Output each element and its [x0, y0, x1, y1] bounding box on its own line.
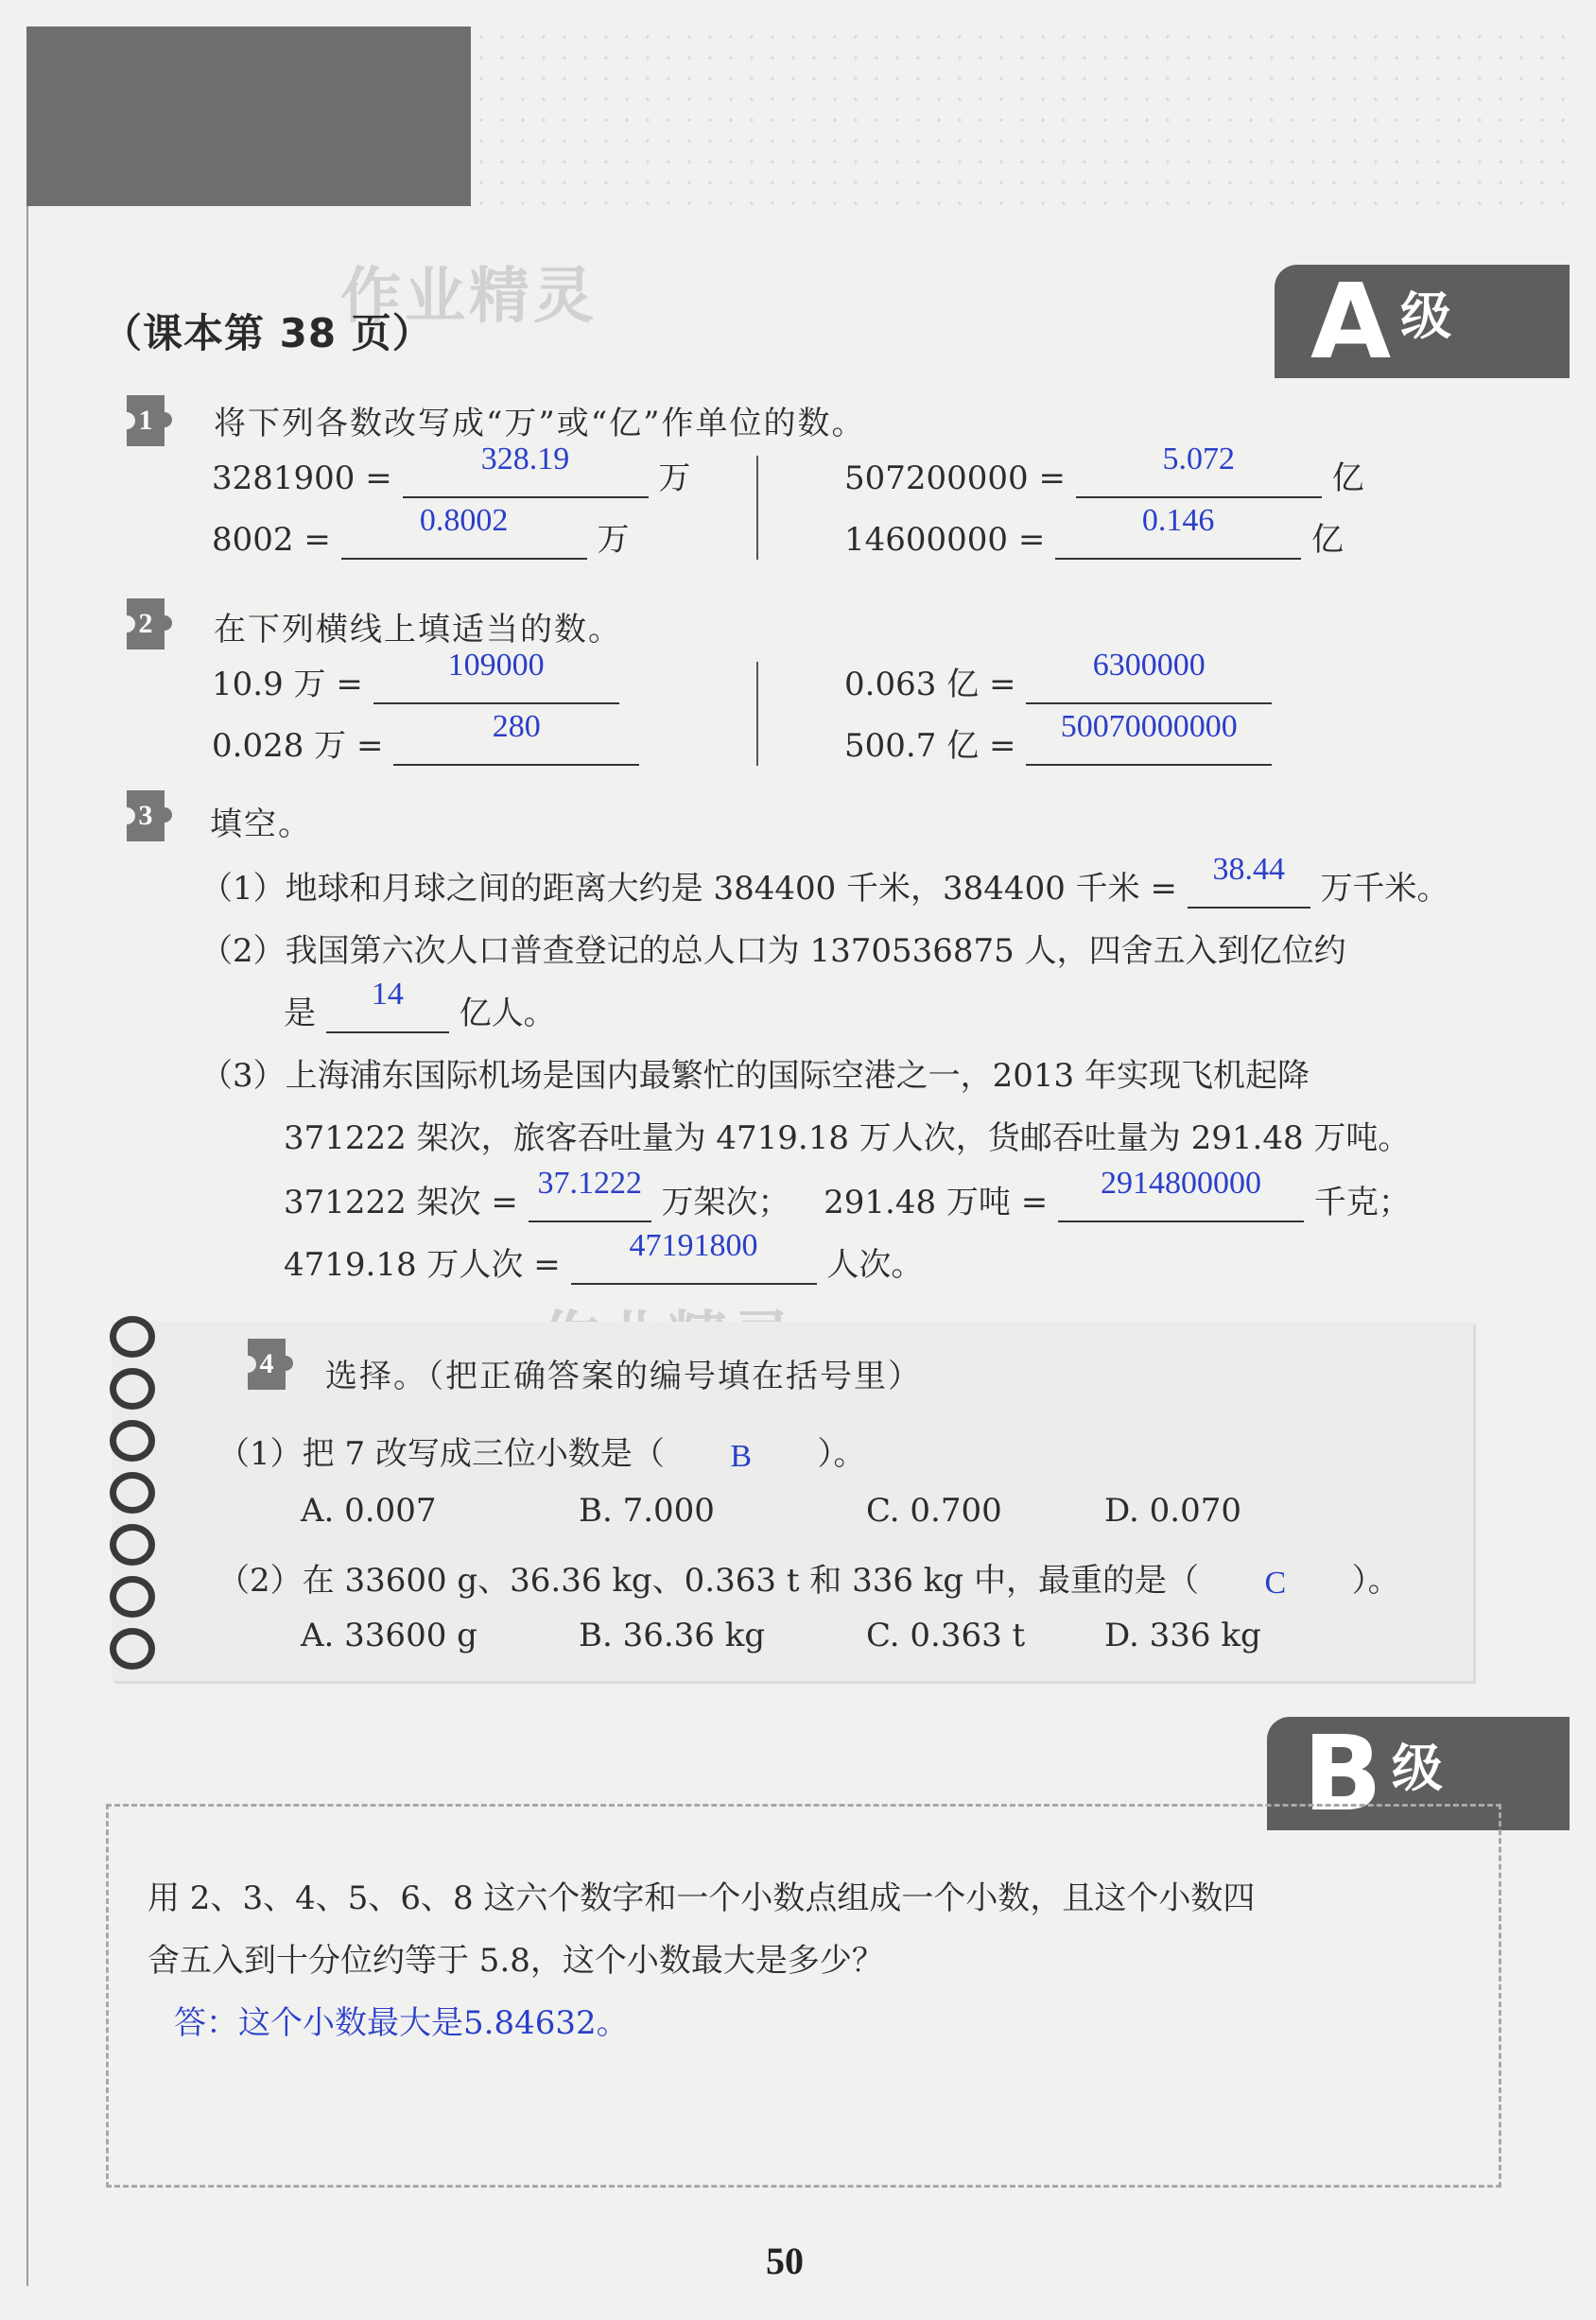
answer-blank	[1188, 852, 1310, 909]
answer-blank	[571, 1228, 817, 1285]
part-unit: 亿人。	[459, 995, 556, 1032]
lesson-title: （课本第 38 页）	[102, 310, 433, 356]
answer-blank	[403, 441, 649, 498]
question-title: 在下列横线上填适当的数。	[214, 611, 622, 649]
level-letter: A	[1310, 261, 1392, 382]
option: A. 0.007	[301, 1492, 437, 1530]
q2-row	[212, 709, 639, 766]
column-divider	[756, 456, 758, 560]
q4-sub2	[217, 1554, 1400, 1601]
part-unit: 万千米。	[1320, 870, 1449, 908]
answer-text: 14	[371, 977, 404, 1012]
watermark: 作业精灵	[340, 262, 598, 332]
row-unit: 亿	[1310, 521, 1344, 559]
option: D. 336 kg	[1104, 1617, 1261, 1654]
answer-blank	[529, 1166, 651, 1222]
sub-close: ）。	[817, 1435, 866, 1473]
question-number: 1	[138, 405, 153, 436]
part-unit: 千克；	[1313, 1184, 1411, 1221]
answer-text: 280	[492, 709, 541, 744]
answer-blank	[1058, 1166, 1304, 1222]
level-suffix: 级	[1391, 1738, 1443, 1798]
q4-sub1-options	[301, 1492, 1341, 1530]
level-a-tab	[1275, 261, 1570, 382]
answer-text: 38.44	[1212, 852, 1285, 887]
problem-answer: 答：这个小数最大是5.84632。	[174, 2004, 629, 2042]
option: A. 33600 g	[301, 1617, 477, 1654]
answer-blank	[393, 709, 639, 766]
q3-part3-line1: （3）上海浦东国际机场是国内最繁忙的国际空港之一，2013 年实现飞机起降	[200, 1057, 1310, 1095]
problem-line1: 用 2、3、4、5、6、8 这六个数字和一个小数点组成一个小数，且这个小数四	[147, 1879, 1256, 1917]
q3-part1	[200, 852, 1449, 909]
row-left: 14600000 =	[844, 521, 1046, 559]
puzzle-piece-icon	[227, 1331, 304, 1397]
part-prefix: 是	[284, 995, 316, 1032]
q1-row	[212, 441, 691, 498]
part-unit: 人次。	[826, 1246, 924, 1284]
row-unit: 万	[658, 459, 691, 497]
column-divider	[756, 662, 758, 766]
answer-blank	[1026, 648, 1272, 704]
spiral-binding	[106, 1316, 153, 1675]
part-left: 371222 架次 =	[284, 1184, 518, 1221]
question-title: 选择。（把正确答案的编号填在括号里）	[325, 1358, 922, 1395]
q1-row	[212, 503, 630, 560]
answer-text: 50070000000	[1060, 709, 1238, 744]
question-number: 4	[259, 1348, 274, 1379]
answer-text: 0.146	[1141, 503, 1215, 538]
row-left: 507200000 =	[844, 459, 1066, 497]
row-left: 8002 =	[212, 521, 331, 559]
option: C. 0.700	[866, 1492, 1002, 1530]
option: D. 0.070	[1104, 1492, 1241, 1530]
puzzle-piece-icon	[106, 783, 183, 849]
puzzle-piece-icon	[106, 388, 183, 454]
answer-text: B	[730, 1439, 753, 1474]
row-unit: 万	[597, 521, 630, 559]
sub-close: ）。	[1351, 1562, 1400, 1600]
header-band	[26, 26, 471, 206]
answer-text: 2914800000	[1101, 1166, 1262, 1201]
question-number: 2	[138, 608, 153, 639]
q3-part2-line2	[284, 977, 556, 1033]
problem-line2: 舍五入到十分位约等于 5.8，这个小数最大是多少？	[147, 1942, 884, 1980]
row-left: 0.028 万 =	[212, 727, 384, 765]
q2-row	[844, 709, 1272, 766]
q1-row	[844, 441, 1364, 498]
answer-blank	[341, 503, 587, 560]
option: B. 7.000	[579, 1492, 715, 1530]
row-unit: 亿	[1331, 459, 1364, 497]
q2-row	[844, 648, 1272, 704]
answer-text: 6300000	[1092, 648, 1206, 683]
part-left: 291.48 万吨 =	[824, 1184, 1049, 1221]
row-left: 3281900 =	[212, 459, 392, 497]
level-letter: B	[1303, 1713, 1382, 1834]
header-dot-pattern	[471, 26, 1568, 206]
page-number: 50	[766, 2240, 804, 2282]
q3-part3-line2: 371222 架次，旅客吞吐量为 4719.18 万人次，货邮吞吐量为 291.48 万吨。	[284, 1119, 1411, 1157]
q3-part3-line4	[284, 1228, 924, 1285]
problem-box	[106, 1804, 1501, 2188]
row-left: 0.063 亿 =	[844, 666, 1016, 703]
answer-text: 0.8002	[419, 503, 509, 538]
q4-sub2-options	[301, 1617, 1341, 1654]
question-title: 填空。	[210, 805, 312, 843]
answer-blank	[1026, 709, 1272, 766]
answer-text: C	[1264, 1566, 1287, 1601]
margin-line	[26, 206, 28, 2286]
q2-row	[212, 648, 619, 704]
sub-text: （2）在 33600 g、36.36 kg、0.363 t 和 336 kg 中，最重的是（	[217, 1562, 1199, 1600]
level-suffix: 级	[1400, 286, 1452, 346]
option: C. 0.363 t	[866, 1617, 1026, 1654]
answer-text: 37.1222	[537, 1166, 642, 1201]
q4-sub1	[217, 1428, 866, 1474]
question-title: 将下列各数改写成“万”或“亿”作单位的数。	[214, 405, 866, 442]
q1-row	[844, 503, 1344, 560]
question-number: 3	[138, 800, 153, 831]
part-unit: 万架次；	[661, 1184, 790, 1221]
answer-text: 5.072	[1162, 441, 1236, 476]
q3-part2-line1: （2）我国第六次人口普查登记的总人口为 1370536875 人，四舍五入到亿位约	[200, 932, 1346, 970]
puzzle-piece-icon	[106, 591, 183, 657]
q3-part3-line3	[284, 1166, 1411, 1222]
part-text: （1）地球和月球之间的距离大约是 384400 千米，384400 千米 =	[200, 870, 1177, 908]
answer-blank	[1055, 503, 1301, 560]
option: B. 36.36 kg	[579, 1617, 766, 1654]
answer-blank	[1076, 441, 1322, 498]
answer-blank	[326, 977, 449, 1033]
answer-text: 328.19	[480, 441, 570, 476]
row-left: 500.7 亿 =	[844, 727, 1016, 765]
sub-text: （1）把 7 改写成三位小数是（	[217, 1435, 665, 1473]
answer-text: 47191800	[629, 1228, 758, 1263]
answer-text: 109000	[447, 648, 545, 683]
answer-blank	[373, 648, 619, 704]
row-left: 10.9 万 =	[212, 666, 363, 703]
part-left: 4719.18 万人次 =	[284, 1246, 561, 1284]
